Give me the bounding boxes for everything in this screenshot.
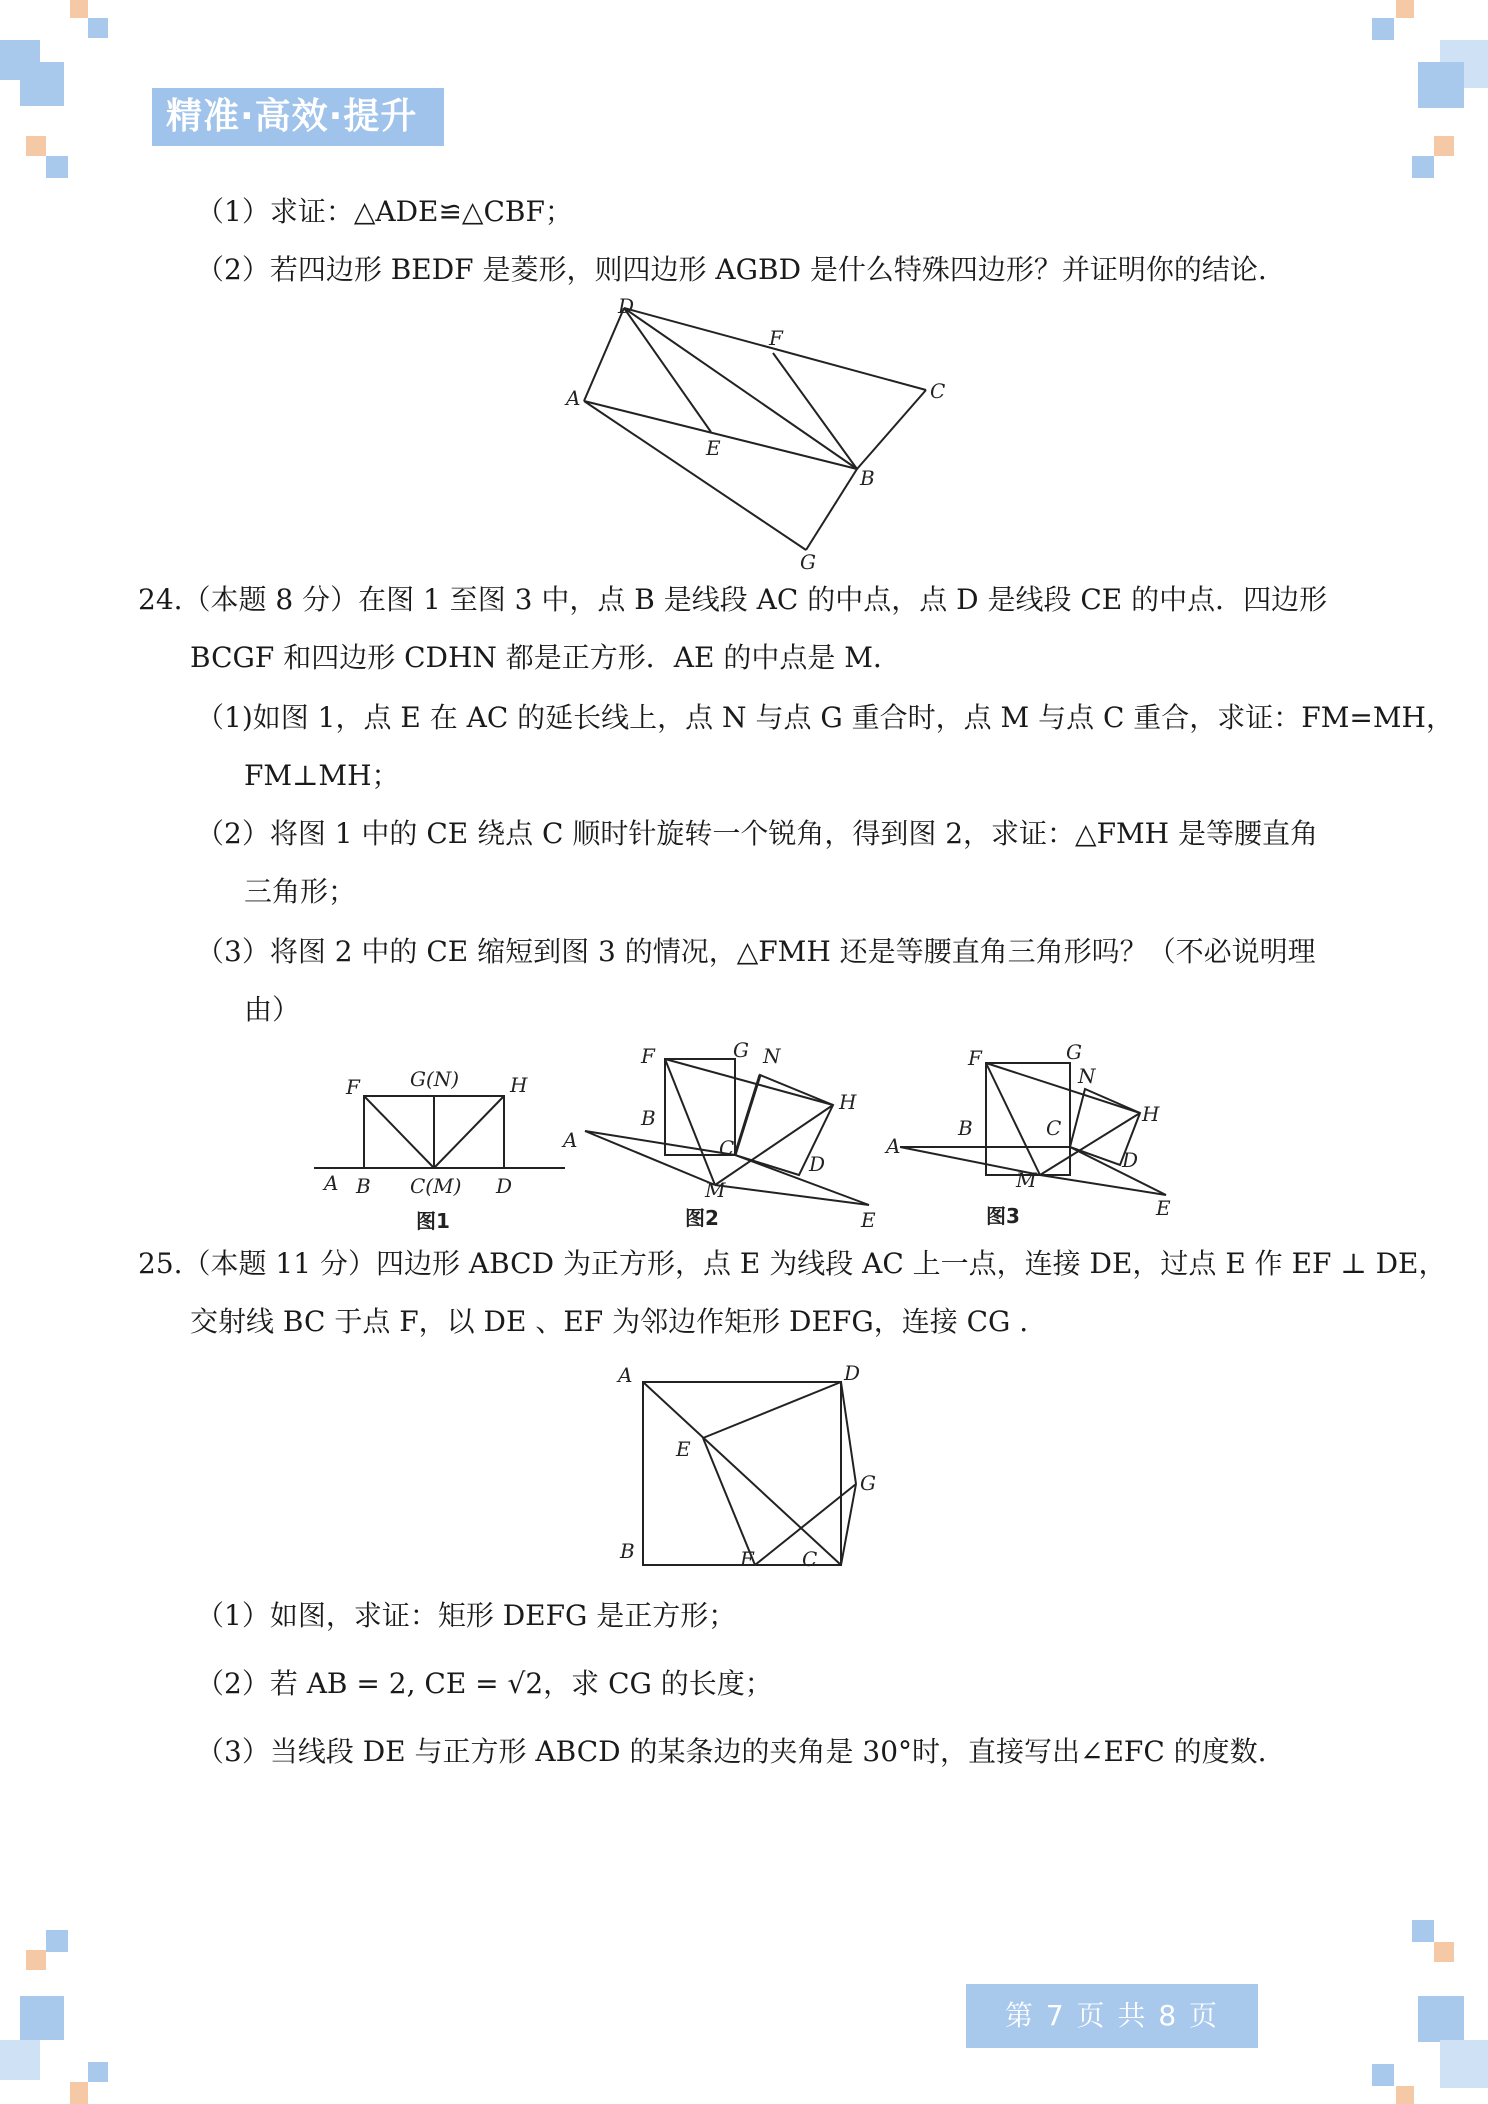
segment [643, 1382, 841, 1565]
point-label: A [618, 1363, 633, 1387]
point-label: F [769, 326, 783, 350]
corner-decoration [1418, 62, 1464, 108]
figure-q24-3 [880, 1035, 1200, 1235]
point-label: B [356, 1174, 371, 1198]
q24-part2a: （2）将图 1 中的 CE 绕点 C 顺时针旋转一个锐角，得到图 2，求证：△FMH 是等腰直角 [196, 817, 1318, 850]
point-label: E [1156, 1196, 1171, 1220]
corner-decoration [46, 1930, 68, 1952]
q24-part3a: （3）将图 2 中的 CE 缩短到图 3 的情况，△FMH 还是等腰直角三角形吗？（不必说明理 [196, 935, 1316, 968]
corner-decoration [26, 1950, 46, 1970]
corner-decoration [1372, 2064, 1394, 2086]
point-label: C [719, 1136, 735, 1160]
point-label: G [860, 1471, 876, 1495]
point-label: D [1122, 1148, 1139, 1172]
q24-part3b: 由） [244, 993, 301, 1026]
segment [986, 1063, 1040, 1175]
corner-decoration [46, 156, 68, 178]
point-label: A [566, 386, 581, 410]
point-label: E [861, 1208, 876, 1232]
point-label: G [1066, 1040, 1082, 1064]
figure-q24-2 [555, 1035, 875, 1235]
q24-line1: 24.（本题 8 分）在图 1 至图 3 中，点 B 是线段 AC 的中点，点 D 是线段 CE 的中点．四边形 [138, 583, 1328, 616]
segment [585, 1131, 735, 1155]
segment [364, 1096, 434, 1168]
segment [665, 1059, 715, 1185]
point-label: A [886, 1134, 901, 1158]
corner-decoration [1372, 18, 1394, 40]
point-label: B [860, 466, 875, 490]
q24-part1b: FM⊥MH； [244, 759, 400, 792]
point-label: C [1046, 1116, 1062, 1140]
q24-part1a: （1)如图 1，点 E 在 AC 的延长线上，点 N 与点 G 重合时，点 M 与点 C 重合，求证：FM=MH， [196, 701, 1454, 734]
point-label: M [1016, 1168, 1037, 1192]
point-label: B [641, 1106, 656, 1130]
segment [857, 390, 926, 469]
q25-part3: （3）当线段 DE 与正方形 ABCD 的某条边的夹角是 30°时，直接写出∠EFC 的度数. [196, 1735, 1267, 1768]
figure-caption: 图3 [986, 1204, 1020, 1228]
figure-caption: 图1 [416, 1209, 450, 1233]
header-badge: 精准·高效·提升 [152, 88, 444, 146]
q24-line2: BCGF 和四边形 CDHN 都是正方形．AE 的中点是 M． [190, 641, 901, 674]
segment [806, 469, 857, 550]
segment [665, 1059, 833, 1105]
point-label: N [763, 1044, 781, 1068]
point-label: F [740, 1547, 754, 1571]
corner-decoration [0, 2040, 40, 2080]
segment [841, 1382, 856, 1484]
corner-decoration [1396, 0, 1414, 18]
corner-decoration [1412, 156, 1434, 178]
corner-decoration [70, 2082, 88, 2104]
q25-line1: 25.（本题 11 分）四边形 ABCD 为正方形，点 E 为线段 AC 上一点，连接 DE，过点 E 作 EF ⊥ DE， [138, 1247, 1447, 1280]
point-label: D [496, 1174, 513, 1198]
q25-part2: （2）若 AB = 2, CE = √2，求 CG 的长度； [196, 1667, 773, 1700]
corner-decoration [70, 0, 88, 18]
figure-q24-1 [310, 1060, 570, 1240]
segment [735, 1075, 760, 1155]
point-label: B [620, 1539, 635, 1563]
segment [624, 308, 857, 469]
corner-decoration [1396, 2086, 1414, 2104]
q23-part2: （2）若四边形 BEDF 是菱形，则四边形 AGBD 是什么特殊四边形？并证明你的结论. [196, 253, 1267, 286]
segment [434, 1096, 504, 1168]
segment [584, 401, 806, 550]
corner-decoration [20, 62, 64, 106]
segment [715, 1185, 869, 1205]
point-label: D [844, 1361, 861, 1385]
point-label: H [839, 1090, 857, 1114]
point-label: E [676, 1437, 691, 1461]
corner-decoration [88, 18, 108, 38]
corner-decoration [1434, 136, 1454, 156]
figure-q23 [550, 294, 946, 574]
q24-part2b: 三角形； [244, 875, 357, 908]
segment [703, 1438, 755, 1565]
segment [585, 1131, 715, 1185]
segment [986, 1063, 1140, 1113]
point-label: B [958, 1116, 973, 1140]
figure-caption: 图2 [685, 1206, 719, 1230]
point-label: A [324, 1171, 339, 1195]
point-label: A [563, 1128, 578, 1152]
figure-q25 [610, 1362, 890, 1582]
point-label: G [733, 1038, 749, 1062]
corner-decoration [1434, 1942, 1454, 1962]
q25-line2: 交射线 BC 于点 F，以 DE 、EF 为邻边作矩形 DEFG，连接 CG . [190, 1305, 1029, 1338]
point-label: C(M) [410, 1174, 462, 1198]
q23-part1: （1）求证：△ADE≌△CBF； [196, 195, 573, 228]
point-label: C [802, 1547, 818, 1571]
point-label: G [800, 550, 816, 574]
corner-decoration [20, 1996, 64, 2040]
segment [735, 1155, 869, 1205]
corner-decoration [88, 2062, 108, 2082]
corner-decoration [26, 136, 46, 156]
point-label: M [705, 1178, 726, 1202]
corner-decoration [1418, 1996, 1464, 2042]
segment [584, 308, 624, 401]
point-label: H [1142, 1102, 1160, 1126]
point-label: F [641, 1044, 655, 1068]
point-label: G(N) [410, 1067, 460, 1091]
page-number: 第 7 页 共 8 页 [966, 1984, 1258, 2048]
segment [703, 1382, 841, 1438]
point-label: D [809, 1152, 826, 1176]
point-label: E [706, 436, 721, 460]
q25-part1: （1）如图，求证：矩形 DEFG 是正方形； [196, 1599, 737, 1632]
corner-decoration [1440, 2040, 1488, 2088]
point-label: N [1078, 1064, 1096, 1088]
point-label: F [968, 1046, 982, 1070]
corner-decoration [1412, 1920, 1434, 1942]
point-label: F [346, 1075, 360, 1099]
point-label: H [510, 1073, 528, 1097]
point-label: C [930, 379, 946, 403]
segment [841, 1484, 856, 1565]
point-label: D [618, 294, 635, 318]
